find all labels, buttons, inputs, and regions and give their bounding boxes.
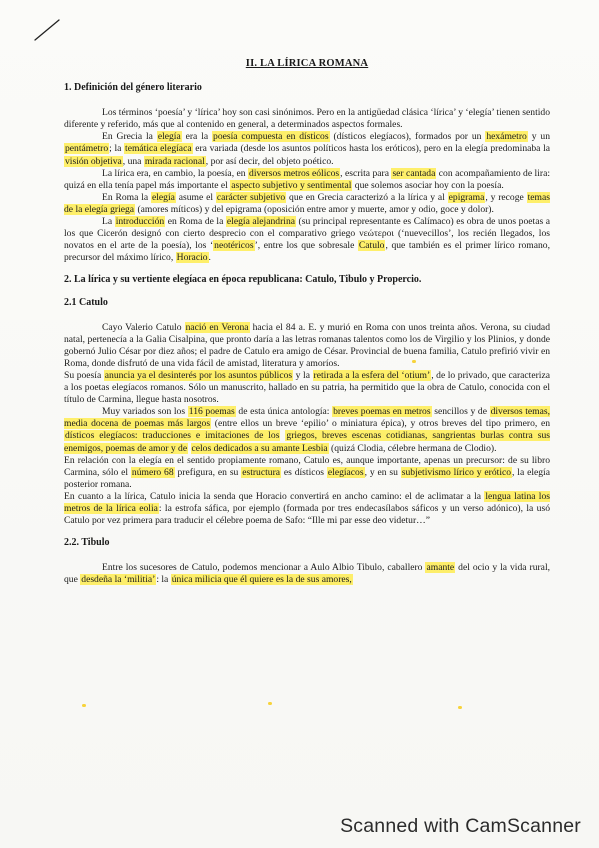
paragraph-2-2-1: Entre los sucesores de Catulo, podemos mencionar a Aulo Albio Tibulo, caballero amante del ocio y la vida rural, que desdeña la ‘militia’: la única milicia que él quiere es la de sus amores, [64, 562, 551, 586]
scanner-watermark: Scanned with CamScanner [340, 815, 581, 837]
paragraph-2-1-2: Su poesía anuncia ya el desinterés por los asuntos públicos y la retirada a la esfera del ‘otium’, de lo privado, que caracteriza a los poetas elegíacos romanos. Sólo un manuscrito, hallado en su patria, ha permitido que la obra de Catulo, conocida con el título de Carmina, llegue hasta nosotros. [64, 369, 550, 406]
paragraph-1-1: Los términos ‘poesía’ y ‘lírica’ hoy son casi sinónimos. Pero en la antigüedad clásica ‘lírica’ y ‘elegía’ tienen sentido diferente y referido, más que al contenido en general, a determinados aspectos formales. [64, 107, 550, 131]
paragraph-2-1-4: En relación con la elegía en el sentido propiamente romano, Catulo es, aunque importante, apenas un precursor: de su libro Carmina, sólo el número 68 prefigura, en su estructura es dísticos elegíacos, y en su subjetivismo lírico y erótico, la elegía posterior romana. [64, 454, 550, 490]
highlighter-speck [82, 704, 86, 707]
paragraph-2-1-5: En cuanto a la lírica, Catulo inicia la senda que Horacio convertirá en ancho camino: el de aclimatar a la lengua latina los metros de la lírica eolia: la estrofa sáfica, por ejemplo (formada por tres endecasílabos sáficos y un verso adónico), la usó Catulo por vez primera para traducir el célebre poema de Safo: “Ille mi par esse deo videtur…” [64, 490, 551, 527]
paragraph-1-4: En Roma la elegía asume el carácter subjetivo que en Grecia caracterizó a la lírica y al epigrama, y recoge temas de la elegía griega (amores míticos) y del epigrama (oposición entre amor y muerte, amor y odio, goce y dolor). [64, 191, 550, 215]
paragraph-2-1-3: Muy variados son los 116 poemas de esta única antología: breves poemas en metros sencillos y de diversos temas, media docena de poemas más largos (entre ellos un breve ‘epilio’ o miniatura épica), y otros breves del tipo primero, en dísticos elegíacos: traducciones e imitaciones de los griegos, breves escenas cotidianas, sangrientas burlas contra sus enemigos, poemas de amor y de celos dedicados a su amante Lesbia (quizá Clodia, célebre hermana de Clodio). [64, 406, 550, 454]
paragraph-1-2: En Grecia la elegía era la poesía compuesta en dísticos (dísticos elegíacos), formados por un hexámetro y un pentámetro; la temática elegíaca era variada (desde los asuntos políticos hasta los eróticos), pero en la elegía predominaba la visión objetiva, una mirada racional, por así decir, del objeto poético. [65, 131, 551, 167]
paragraph-1-5: La introducción en Roma de la elegía alejandrina (su principal representante es Calímaco) es obra de unos poetas a los que Cicerón designó con cierto desprecio con el comparativo griego νεώτεροι (‘nuevecillos’, los recién llegados, los novatos en el arte de la poesía), los ‘neotéricos’, entre los que sobresale Catulo, que también es el primer lírico romano, precursor del máximo lírico, Horacio. [64, 216, 550, 264]
subsection-heading-2-2: 2.2. Tibulo [64, 537, 110, 549]
highlighter-speck [268, 702, 272, 705]
document-body [64, 58, 550, 586]
highlighter-speck [458, 706, 462, 709]
section-heading-2: 2. La lírica y su vertiente elegíaca en época republicana: Catulo, Tibulo y Propercio. [64, 274, 422, 286]
paragraph-1-3: La lírica era, en cambio, la poesía, en diversos metros eólicos, escrita para ser cantada con acompañamiento de lira: quizá en ella tenía papel más importante el aspecto subjetivo y sentimental que solemos asociar hoy con la poesía. [64, 167, 551, 191]
page-title: II. LA LÍRICA ROMANA [245, 58, 369, 69]
subsection-heading-2-1: 2.1 Catulo [64, 296, 108, 308]
section-heading-1: 1. Definición del género literario [64, 82, 202, 94]
pen-stroke-mark [33, 18, 61, 42]
paragraph-2-1-1: Cayo Valerio Catulo nació en Verona hacia el 84 a. E. y murió en Roma con unos treinta años. Verona, su ciudad natal, pertenecía a la Galia Cisalpina, que pronto daría a las letras romanas talentos como los de Virgilio y los Plinios, y donde gobernó Julio César por diez años; el padre de Catulo era amigo de César. Provincial de buena familia, Catulo prefirió vivir en Roma, donde disfrutó de una vida fácil de amistad, literatura y amoríos. [64, 321, 550, 369]
highlighter-speck [412, 360, 416, 363]
